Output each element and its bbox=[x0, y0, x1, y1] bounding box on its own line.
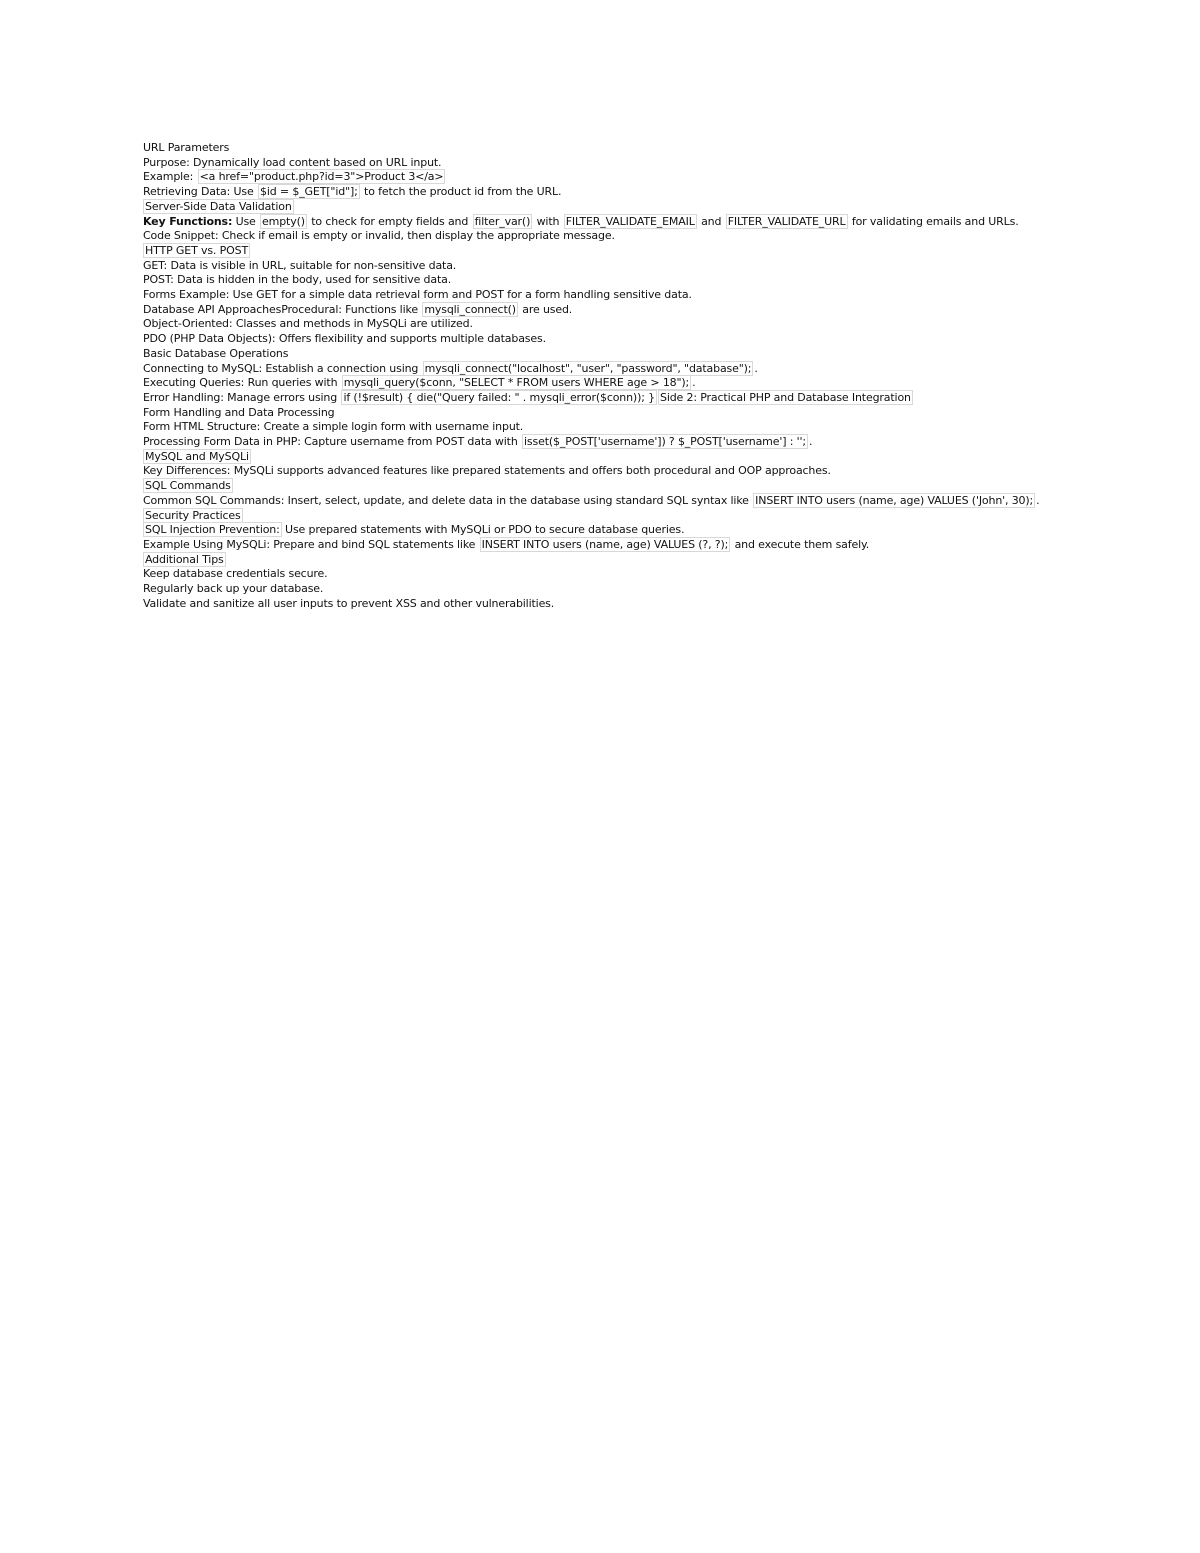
security-injection bbox=[143, 523, 1058, 538]
section-heading-security bbox=[143, 509, 1058, 524]
key-functions-post: for validating emails and URLs. bbox=[851, 214, 1019, 228]
mysql-heading-text: MySQL and MySQLi bbox=[145, 449, 249, 463]
side-2-title: Side 2: Practical PHP and Database Integration bbox=[659, 390, 911, 404]
code-filter-var: filter_var() bbox=[474, 214, 531, 228]
injection-label: SQL Injection Prevention: bbox=[145, 523, 280, 537]
exec-pre: Run queries with bbox=[247, 376, 338, 390]
mysql-differences bbox=[143, 464, 1058, 479]
example-mysqli-pre: Prepare and bind SQL statements like bbox=[273, 537, 476, 551]
example-mysqli-post: and execute them safely. bbox=[734, 537, 870, 551]
example-code: <a href="product.php?id=3">Product 3</a> bbox=[199, 170, 444, 184]
validation-heading-text: Server-Side Data Validation bbox=[145, 199, 292, 213]
tip-item: Validate and sanitize all user inputs to prevent XSS and other vulnerabilities. bbox=[143, 596, 555, 610]
connect-label: Connecting to MySQL: bbox=[143, 361, 263, 375]
differences-text: MySQLi supports advanced features like prepared statements and offers both procedural and OOP approaches. bbox=[233, 464, 831, 478]
processing-code: isset($_POST['username']) ? $_POST['username'] : ''; bbox=[524, 435, 806, 449]
procedural-label: Procedural: bbox=[281, 302, 342, 316]
retrieving-pre: Use bbox=[233, 185, 254, 199]
common-commands-pre: Insert, select, update, and delete data in the database using standard SQL syntax like bbox=[287, 493, 749, 507]
connect-pre: Establish a connection using bbox=[265, 361, 419, 375]
basic-ops-error bbox=[143, 391, 1058, 406]
db-api-oop bbox=[143, 317, 1058, 332]
validation-code-snippet bbox=[143, 229, 1058, 244]
processing-post: . bbox=[808, 435, 813, 449]
code-empty: empty() bbox=[262, 214, 305, 228]
example-mysqli-label: Example Using MySQLi: bbox=[143, 537, 270, 551]
basic-ops-connect bbox=[143, 362, 1058, 377]
section-heading-tips bbox=[143, 553, 1058, 568]
pdo-text: Offers flexibility and supports multiple databases. bbox=[278, 332, 546, 346]
injection-text: Use prepared statements with MySQLi or PDO to secure database queries. bbox=[285, 523, 685, 537]
basic-ops-exec bbox=[143, 376, 1058, 391]
key-functions-mid2: with bbox=[536, 214, 560, 228]
retrieving-label: Retrieving Data: bbox=[143, 185, 231, 199]
tip-item: Regularly back up your database. bbox=[143, 582, 324, 596]
post-description: POST: Data is hidden in the body, used for sensitive data. bbox=[143, 273, 452, 287]
forms-html-structure bbox=[143, 420, 1058, 435]
forms-example bbox=[143, 288, 1058, 303]
url-params-purpose: Purpose: Dynamically load content based on URL input. bbox=[143, 155, 442, 169]
code-filter-email: FILTER_VALIDATE_EMAIL bbox=[565, 214, 695, 228]
security-heading-text: Security Practices bbox=[145, 508, 241, 522]
forms-example-text: Use GET for a simple data retrieval form and POST for a form handling sensitive data. bbox=[232, 288, 692, 302]
common-commands-post: . bbox=[1036, 493, 1040, 507]
section-heading-basic-ops: Basic Database Operations bbox=[143, 346, 289, 360]
processing-pre: Capture username from POST data with bbox=[304, 435, 518, 449]
section-heading-url-parameters: URL Parameters bbox=[143, 141, 230, 154]
common-commands-label: Common SQL Commands: bbox=[143, 493, 285, 507]
retrieving-code: $id = $_GET["id"]; bbox=[260, 185, 358, 199]
code-filter-url: FILTER_VALIDATE_URL bbox=[727, 214, 846, 228]
connect-code: mysqli_connect("localhost", "user", "password", "database"); bbox=[424, 361, 752, 375]
pdo-label: PDO (PHP Data Objects): bbox=[143, 332, 276, 346]
exec-code: mysqli_query($conn, "SELECT * FROM users WHERE age > 18"); bbox=[343, 376, 690, 390]
section-heading-db-api: Database API Approaches bbox=[143, 302, 282, 316]
differences-label: Key Differences: bbox=[143, 464, 231, 478]
section-heading-validation bbox=[143, 200, 1058, 215]
url-params-example bbox=[143, 170, 1058, 185]
section-heading-sql bbox=[143, 479, 1058, 494]
code-snippet-text: Check if email is empty or invalid, then display the appropriate message. bbox=[221, 229, 615, 243]
retrieving-post: to fetch the product id from the URL. bbox=[364, 185, 562, 199]
url-params-retrieving bbox=[143, 185, 1058, 200]
code-snippet-label: Code Snippet: bbox=[143, 229, 219, 243]
get-description: GET: Data is visible in URL, suitable for non-sensitive data. bbox=[143, 258, 457, 272]
error-code: if (!$result) { die("Query failed: " . mysqli_error($conn)); } bbox=[343, 390, 655, 404]
key-functions-label: Key Functions: bbox=[143, 214, 233, 228]
validation-key-functions bbox=[143, 215, 1058, 230]
key-functions-mid3: and bbox=[701, 214, 722, 228]
common-commands-code: INSERT INTO users (name, age) VALUES ('John', 30); bbox=[755, 493, 1034, 507]
security-example bbox=[143, 538, 1058, 553]
sql-common-commands bbox=[143, 494, 1058, 509]
processing-label: Processing Form Data in PHP: bbox=[143, 435, 301, 449]
exec-post: . bbox=[692, 376, 696, 390]
connect-post: . bbox=[754, 361, 758, 375]
forms-processing bbox=[143, 435, 1058, 450]
document-page bbox=[143, 141, 1058, 612]
db-api-procedural bbox=[143, 303, 1058, 318]
forms-example-label: Forms Example: bbox=[143, 288, 230, 302]
oop-label: Object-Oriented: bbox=[143, 317, 233, 331]
procedural-pre: Functions like bbox=[345, 302, 418, 316]
example-label: Example: bbox=[143, 170, 194, 184]
section-heading-mysql bbox=[143, 450, 1058, 465]
key-functions-pre: Use bbox=[235, 214, 256, 228]
procedural-post: are used. bbox=[522, 302, 573, 316]
key-functions-mid1: to check for empty fields and bbox=[311, 214, 469, 228]
procedural-code: mysqli_connect() bbox=[424, 302, 516, 316]
tips-heading-text: Additional Tips bbox=[145, 552, 224, 566]
db-api-pdo bbox=[143, 332, 1058, 347]
tip-item: Keep database credentials secure. bbox=[143, 567, 328, 581]
example-mysqli-code: INSERT INTO users (name, age) VALUES (?, ?); bbox=[481, 537, 729, 551]
sql-heading-text: SQL Commands bbox=[145, 479, 231, 493]
exec-label: Executing Queries: bbox=[143, 376, 245, 390]
section-heading-forms: Form Handling and Data Processing bbox=[143, 405, 335, 419]
get-post-heading-text: HTTP GET vs. POST bbox=[145, 243, 249, 257]
error-pre: Manage errors using bbox=[227, 390, 338, 404]
error-label: Error Handling: bbox=[143, 390, 224, 404]
oop-text: Classes and methods in MySQLi are utilized. bbox=[235, 317, 473, 331]
section-heading-get-post bbox=[143, 244, 1058, 259]
html-structure-label: Form HTML Structure: bbox=[143, 420, 261, 434]
html-structure-text: Create a simple login form with username input. bbox=[263, 420, 524, 434]
